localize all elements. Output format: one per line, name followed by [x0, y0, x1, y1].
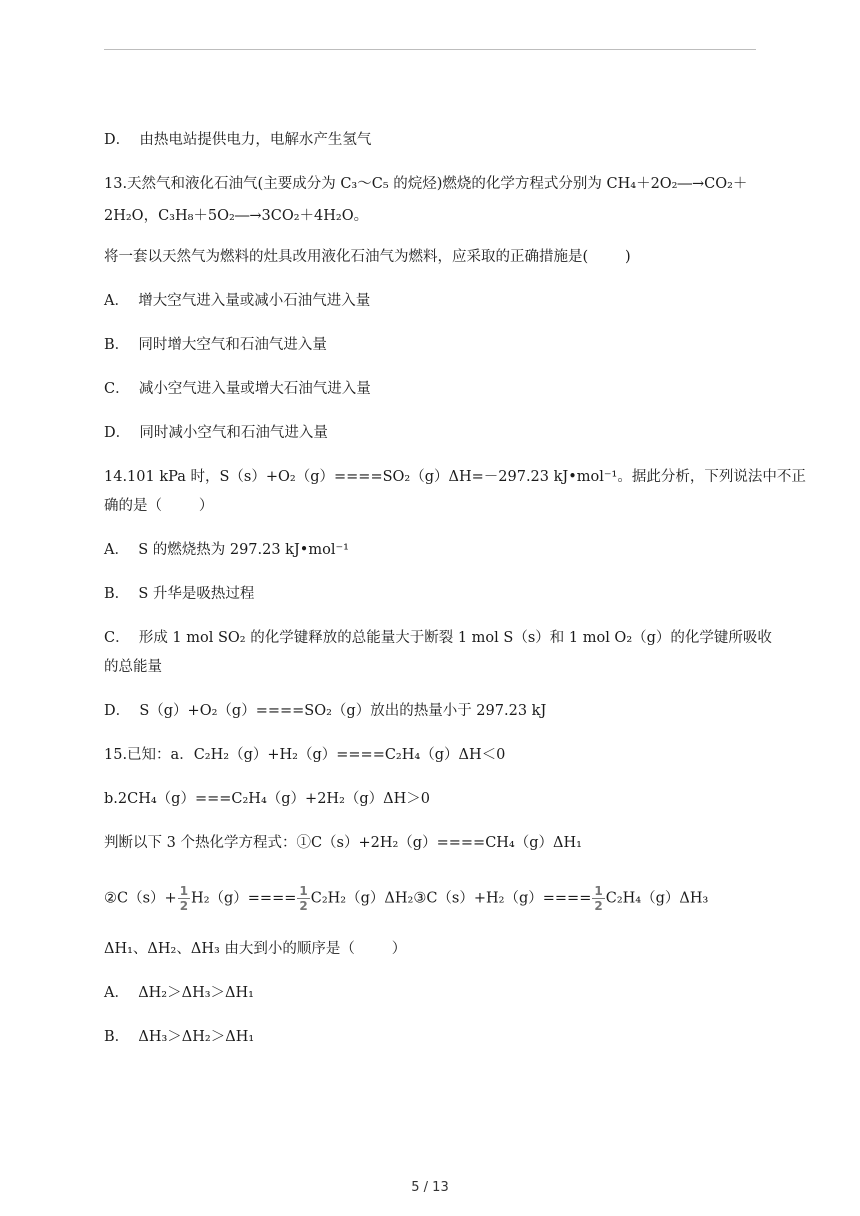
fraction-one-half: $\frac{1}{2}$ [594, 884, 603, 913]
question-15-line-1: 15.已知：a．C₂H₂（g）+H₂（g）====C₂H₄（g）ΔH＜0 [104, 747, 506, 763]
option-d-q13: D． 同时减小空气和石油气进入量 [104, 425, 328, 441]
question-13-line-3: 将一套以天然气为燃料的灶具改用液化石油气为燃料，应采取的正确措施是( ) [104, 249, 631, 265]
question-15-line-2: b.2CH₄（g）===C₂H₄（g）+2H₂（g）ΔH＞0 [104, 791, 431, 807]
question-15-line-5: ΔH₁、ΔH₂、ΔH₃ 由大到小的顺序是（ ） [104, 941, 407, 957]
question-13-line-1: 13.天然气和液化石油气(主要成分为 C₃～C₅ 的烷烃)燃烧的化学方程式分别为 CH₄＋2O₂―→CO₂＋ [104, 176, 748, 192]
option-d-q12: D． 由热电站提供电力，电解水产生氢气 [104, 132, 372, 148]
option-b-q15: B． ΔH₃＞ΔH₂＞ΔH₁ [104, 1029, 255, 1045]
option-a-q13: A． 增大空气进入量或减小石油气进入量 [104, 293, 371, 309]
fraction-one-half: $\frac{1}{2}$ [299, 884, 308, 913]
question-15-equations-line: ②C（s）+ $\frac{1}{2}$ H₂（g）==== $\frac{1}{2}$ C₂H₂（g）ΔH₂③C（s）+H₂（g）==== $\frac{1}{2}$ C₂H₄（g）ΔH₃ [104, 884, 709, 913]
question-15-line-3: 判断以下 3 个热化学方程式：①C（s）+2H₂（g）====CH₄（g）ΔH₁ [104, 835, 582, 851]
option-c-q14-line-2: 的总能量 [104, 659, 162, 675]
question-13-line-2: 2H₂O，C₃H₈＋5O₂―→3CO₂＋4H₂O。 [104, 208, 369, 224]
question-14-line-1: 14.101 kPa 时，S（s）+O₂（g）====SO₂（g）ΔH=－297.23 kJ•mol⁻¹。据此分析，下列说法中不正 [104, 469, 806, 485]
option-b-q13: B． 同时增大空气和石油气进入量 [104, 337, 327, 353]
question-14-line-2: 确的是（ ） [104, 498, 214, 514]
option-c-q13: C． 减小空气进入量或增大石油气进入量 [104, 381, 371, 397]
option-d-q14: D． S（g）+O₂（g）====SO₂（g）放出的热量小于 297.23 kJ [104, 703, 547, 719]
option-a-q15: A． ΔH₂＞ΔH₃＞ΔH₁ [104, 985, 254, 1001]
option-a-q14: A． S 的燃烧热为 297.23 kJ•mol⁻¹ [104, 542, 349, 558]
fraction-one-half: $\frac{1}{2}$ [179, 884, 189, 913]
option-b-q14: B． S 升华是吸热过程 [104, 586, 255, 602]
header-rule [104, 49, 756, 50]
page-number: 5 / 13 [411, 1180, 449, 1195]
option-c-q14-line-1: C． 形成 1 mol SO₂ 的化学键释放的总能量大于断裂 1 mol S（s）和 1 mol O₂（g）的化学键所吸收 [104, 630, 772, 646]
